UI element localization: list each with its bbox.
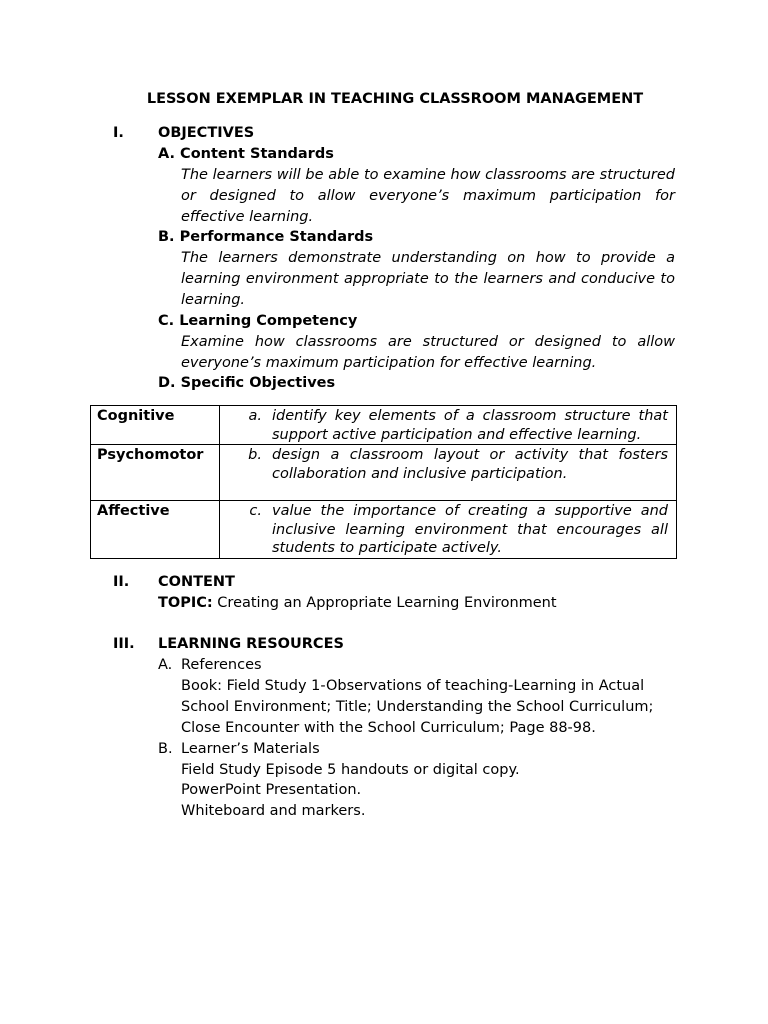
topic-line — [158, 593, 557, 614]
document-title: LESSON EXEMPLAR IN TEACHING CLASSROOM MANAGEMENT — [146, 91, 644, 107]
objective-text: value the importance of creating a supportive and inclusive learning environment that encourages all students to participate actively. — [272, 503, 668, 556]
topic-label: TOPIC: — [158, 595, 213, 611]
performance-standards-label: B. Performance Standards — [158, 229, 374, 245]
learning-competency-text: Examine how classrooms are structured or designed to allow everyone’s maximum participation for effective learning. — [181, 334, 675, 371]
specific-objectives-label: D. Specific Objectives — [158, 375, 336, 391]
reference-line: School Environment; Title; Understanding the School Curriculum; — [181, 699, 654, 715]
section-heading-content: CONTENT — [158, 574, 235, 590]
table-row — [91, 445, 677, 501]
objective-text: identify key elements of a classroom structure that support active participation and effective learning. — [272, 408, 668, 443]
section-number-resources: III. — [113, 636, 135, 652]
material-line: Whiteboard and markers. — [181, 803, 366, 819]
objective-letter: c. — [249, 503, 262, 519]
learning-competency-label: C. Learning Competency — [158, 313, 358, 329]
objective-letter: b. — [248, 447, 262, 463]
references-letter: A. — [158, 657, 173, 673]
content-standards-label: A. Content Standards — [158, 146, 334, 162]
objective-cell — [220, 406, 677, 445]
references-label: References — [181, 657, 262, 673]
domain-cell: Cognitive — [91, 406, 220, 445]
domain-cell: Psychomotor — [91, 445, 220, 501]
section-heading-objectives: OBJECTIVES — [158, 125, 255, 141]
section-heading-resources: LEARNING RESOURCES — [158, 636, 344, 652]
reference-line: Book: Field Study 1-Observations of teaching-Learning in Actual — [181, 678, 645, 694]
topic-text: Creating an Appropriate Learning Environment — [212, 595, 557, 611]
objectives-table — [90, 405, 677, 559]
content-standards-text: The learners will be able to examine how classrooms are structured or designed to allow everyone’s maximum participation for effective learning. — [181, 167, 675, 225]
objective-text: design a classroom layout or activity that fosters collaboration and inclusive participation. — [272, 447, 668, 482]
materials-letter: B. — [158, 741, 173, 757]
objective-cell — [220, 501, 677, 559]
materials-label: Learner’s Materials — [181, 741, 320, 757]
domain-cell: Affective — [91, 501, 220, 559]
reference-line: Close Encounter with the School Curriculum; Page 88-98. — [181, 720, 596, 736]
table-row — [91, 406, 677, 445]
material-line: Field Study Episode 5 handouts or digital copy. — [181, 762, 520, 778]
objective-cell — [220, 445, 677, 501]
objective-letter: a. — [248, 408, 262, 424]
material-line: PowerPoint Presentation. — [181, 782, 362, 798]
performance-standards-text: The learners demonstrate understanding on how to provide a learning environment appropriate to the learners and conducive to learning. — [181, 250, 675, 308]
section-number-objectives: I. — [113, 125, 124, 141]
table-row — [91, 501, 677, 559]
section-number-content: II. — [113, 574, 130, 590]
